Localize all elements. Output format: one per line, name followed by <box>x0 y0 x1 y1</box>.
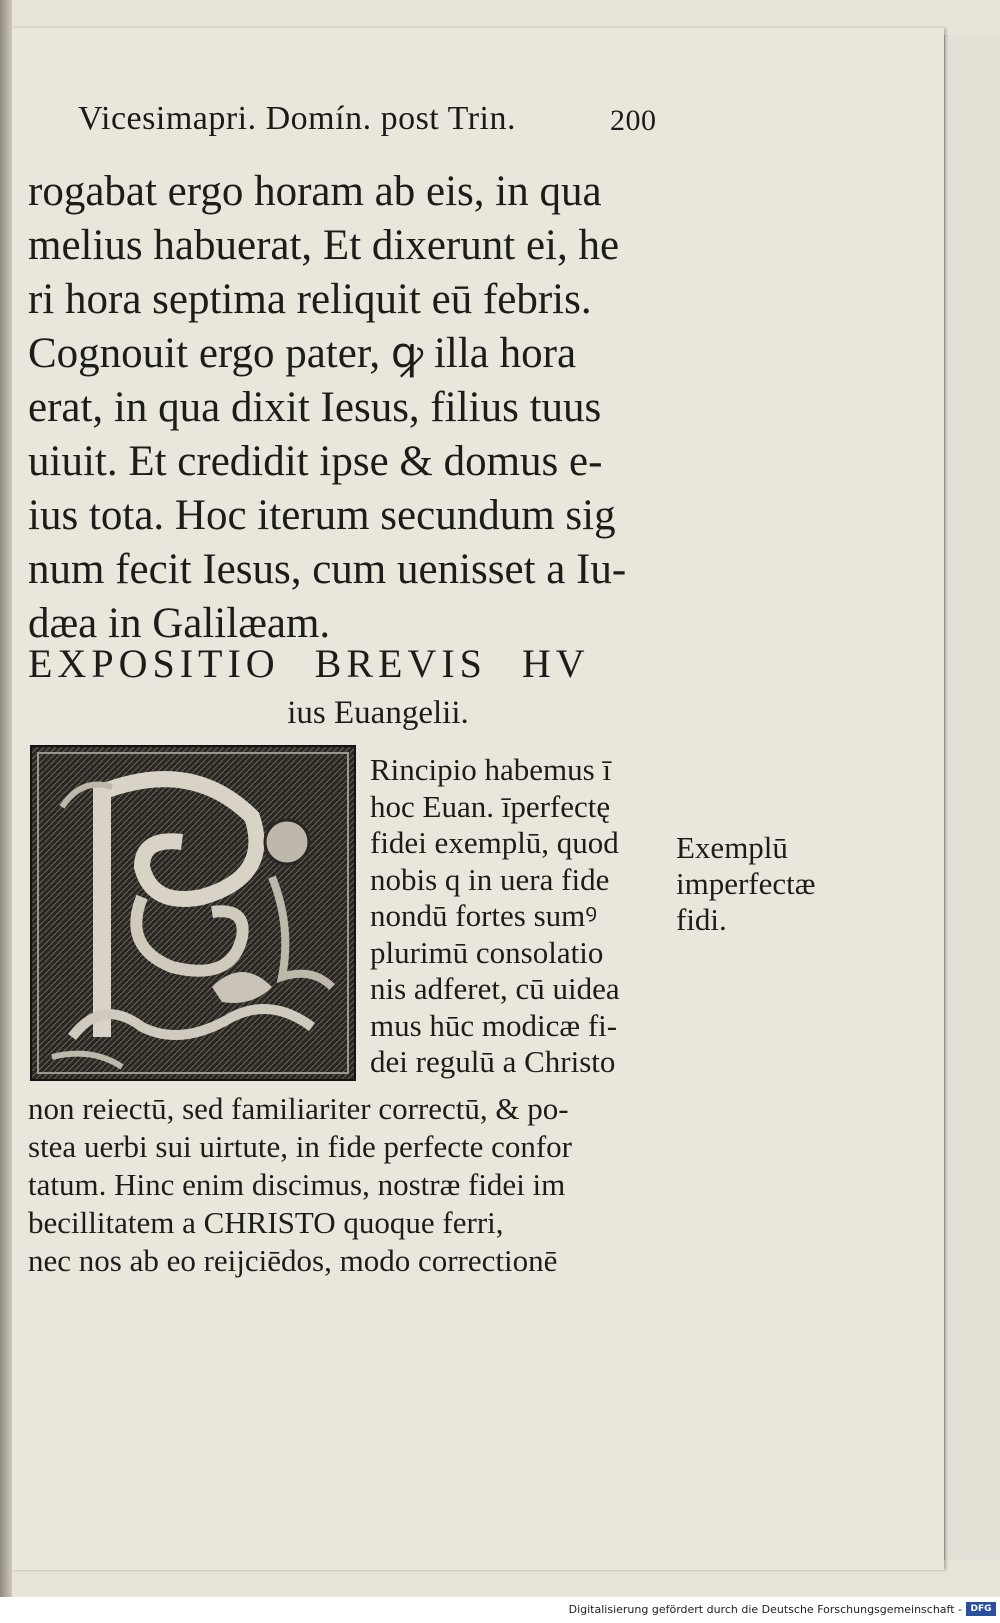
text-line: nondū fortes sumꝰ <box>370 898 598 933</box>
section-heading-line-2: ius Euangelii. <box>287 695 469 731</box>
woodcut-initial-letter <box>30 745 356 1081</box>
marginal-note-line: imperfectæ <box>676 866 816 901</box>
marginal-note-line: fidi. <box>676 902 727 937</box>
digitization-footer <box>0 1597 1000 1623</box>
running-title: Vicesimapri. Domín. post Trin. <box>78 100 516 137</box>
text-line: becillitatem a CHRISTO quoque ferri, <box>28 1205 504 1240</box>
text-line: dei regulū a Christo <box>370 1044 616 1079</box>
text-line: uiuit. Et credidit ipse & domus e- <box>28 438 603 485</box>
decorated-initial-icon <box>32 747 354 1079</box>
text-line: rogabat ergo horam ab eis, in qua <box>28 168 602 215</box>
text-line: hoc Euan. īperfectę <box>370 788 611 824</box>
text-line: nec nos ab eo reijciēdos, modo correctionē <box>28 1243 558 1278</box>
text-line: ius tota. Hoc iterum secundum sig <box>28 492 616 539</box>
text-line: dæa in Galilæam. <box>28 600 331 647</box>
text-line: non reiectū, sed familiariter correctū, & po- <box>28 1091 569 1126</box>
funding-credit: Digitalisierung gefördert durch die Deutsche Forschungsgemeinschaft - <box>568 1603 962 1616</box>
text-line: nobis q in uera fide <box>370 861 610 897</box>
text-below-initial <box>28 1090 688 1280</box>
text-line: Cognouit ergo pater, ꝙ illa hora <box>28 330 577 377</box>
text-line: mus hūc modicæ fi- <box>370 1007 618 1043</box>
marginal-note-line: Exemplū <box>676 830 788 865</box>
text-line: stea uerbi sui uirtute, in fide perfecte confor <box>28 1129 572 1164</box>
dfg-logo-icon: DFG <box>966 1602 996 1616</box>
page-number: 200 <box>610 104 657 137</box>
book-spine-edge <box>0 0 12 1597</box>
section-heading <box>28 640 688 732</box>
section-heading-line-1: EXPOSITIO BREVIS HV <box>28 641 590 686</box>
text-line: nis adferet, cū uidea <box>370 971 620 1006</box>
text-line: tatum. Hinc enim discimus, nostræ fidei im <box>28 1167 566 1202</box>
text-beside-initial <box>370 752 670 1081</box>
marginal-note <box>676 830 876 938</box>
text-line: erat, in qua dixit Iesus, filius tuus <box>28 384 602 431</box>
text-line: num fecit Iesus, cum uenisset a Iu- <box>28 546 627 593</box>
main-text-block <box>28 165 688 651</box>
text-line: Rincipio habemus ī <box>370 752 612 787</box>
text-line: ri hora septima reliquit eū febris. <box>28 276 592 323</box>
text-line: plurimū consolatio <box>370 934 604 970</box>
text-line: fidei exemplū, quod <box>370 825 619 860</box>
text-line: melius habuerat, Et dixerunt ei, he <box>28 222 620 269</box>
facing-page-edge <box>944 35 1000 1560</box>
